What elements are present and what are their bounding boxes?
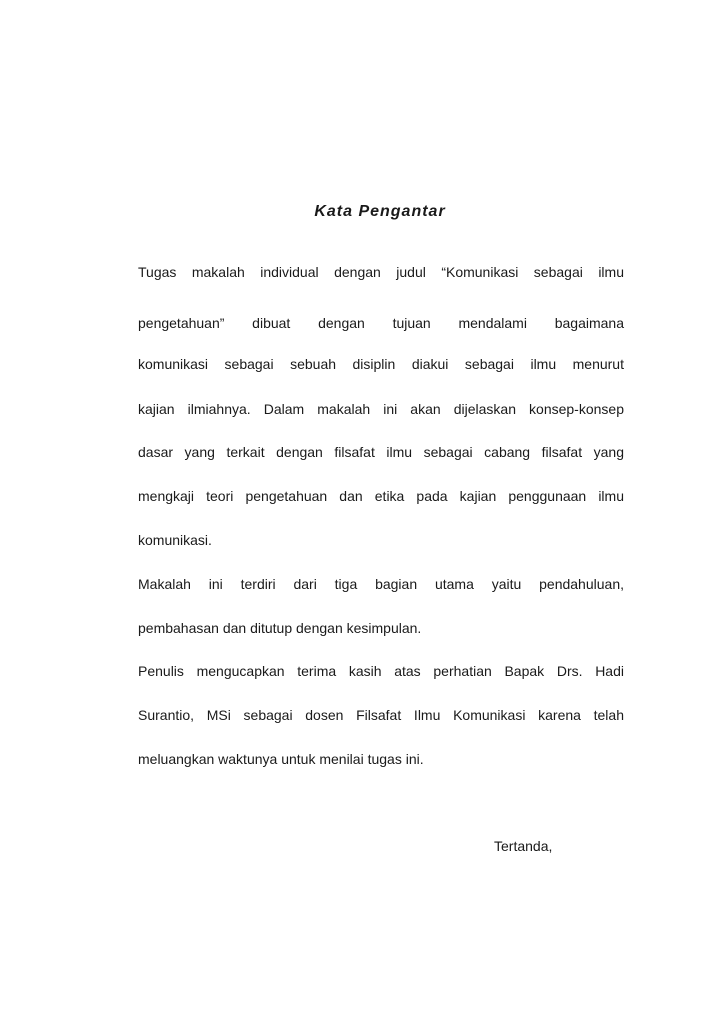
paragraph-1-line-4: kajian ilmiahnya. Dalam makalah ini akan dijelaskan konsep-konsep — [138, 401, 624, 417]
paragraph-2-line-2: pembahasan dan ditutup dengan kesimpulan. — [138, 620, 422, 636]
paragraph-1-line-3: komunikasi sebagai sebuah disiplin diakui sebagai ilmu menurut — [138, 356, 624, 372]
signature-text: Tertanda, — [494, 838, 553, 854]
paragraph-1-line-1: Tugas makalah individual dengan judul “Komunikasi sebagai ilmu — [138, 264, 624, 280]
paragraph-1-line-7: komunikasi. — [138, 532, 212, 548]
paragraph-1-line-6: mengkaji teori pengetahuan dan etika pada kajian penggunaan ilmu — [138, 488, 624, 504]
paragraph-2-line-1: Makalah ini terdiri dari tiga bagian utama yaitu pendahuluan, — [138, 576, 624, 592]
page-title: Kata Pengantar — [314, 203, 446, 220]
paragraph-3-line-1: Penulis mengucapkan terima kasih atas perhatian Bapak Drs. Hadi — [138, 663, 624, 679]
paragraph-1-line-5: dasar yang terkait dengan filsafat ilmu sebagai cabang filsafat yang — [138, 444, 624, 460]
paragraph-3-line-2: Surantio, MSi sebagai dosen Filsafat Ilmu Komunikasi karena telah — [138, 707, 624, 723]
paragraph-1-line-2: pengetahuan” dibuat dengan tujuan mendalami bagaimana — [138, 315, 624, 331]
paragraph-3-line-3: meluangkan waktunya untuk menilai tugas ini. — [138, 751, 424, 767]
